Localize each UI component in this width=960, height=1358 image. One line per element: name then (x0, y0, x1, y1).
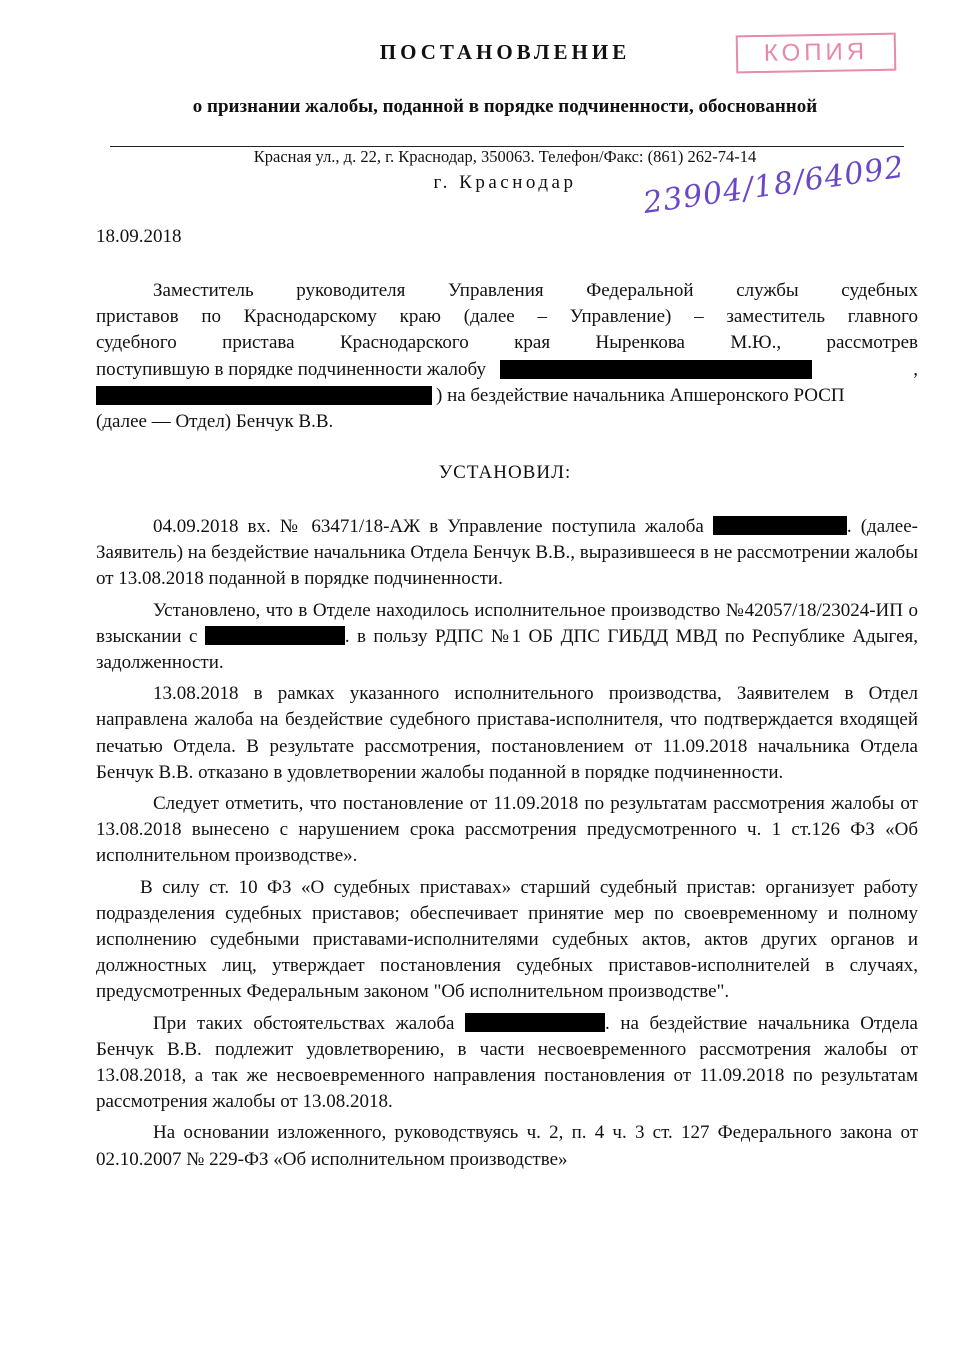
paragraph-1 (96, 514, 918, 593)
office-address: Красная ул., д. 22, г. Краснодар, 350063. Телефон/Факс: (861) 262-74-14 (253, 147, 757, 166)
paragraph-3: 13.08.2018 в рамках указанного исполнительного производства, Заявителем в Отдел направлена жалоба на бездействие судебного пристава-исполнителя, что подтверждается входящей печатью Отдела. В результате рассмотрения, постановлением от 11.09.2018 начальника Отдела Бенчук В.В. отказано в удовлетворении жалобы поданной в порядке подчиненности. (96, 683, 918, 783)
document-title: ПОСТАНОВЛЕНИЕ (379, 40, 631, 64)
redaction-block (465, 1013, 605, 1032)
paragraph-1-rest: (далее-Заявитель) на бездействие начальника Отдела Бенчук В.В., выразившееся в не рассмотрении жалобы от 13.08.2018 поданной в порядке подчиненности. (96, 516, 919, 590)
paragraph-5: В силу ст. 10 ФЗ «О судебных приставах» старший судебный пристав: организует работу подразделения судебных приставов; обеспечивает принятие мер по своевременному и полному исполнению судебными приставами-исполнителями судебных актов, актов других органов и должностных лиц, утверждает постановления судебных приставов-исполнителей в случаях, предусмотренных Федеральным законом "Об исполнительном производстве". (96, 876, 918, 1003)
document-date: 18.09.2018 (96, 226, 182, 247)
paragraph-6 (96, 1011, 918, 1116)
document-subtitle: о признании жалобы, поданной в порядке подчиненности, обоснованной (192, 96, 818, 117)
paragraph-1-start: 04.09.2018 вх. № 63471/18-АЖ в Управление поступила жалоба (153, 516, 704, 537)
redaction-block (713, 516, 847, 535)
section-heading: УСТАНОВИЛ: (438, 462, 572, 483)
redaction-block (96, 386, 432, 405)
handwritten-registration-number: 23904/18/64092 (641, 149, 907, 221)
paragraph-6-start: При таких обстоятельствах жалоба (153, 1012, 455, 1034)
intro-line-5-text: ) на бездействие начальника Апшеронского РОСП (436, 384, 845, 406)
findings-body (96, 514, 918, 1173)
paragraph-2-end: . в пользу РДПС №1 ОБ ДПС ГИБДД МВД по Республике Адыгея, задолженности. (96, 625, 919, 674)
intro-line-4 (96, 357, 918, 383)
paragraph-4: Следует отметить, что постановление от 11.09.2018 по результатам рассмотрения жалобы от 13.08.2018 вынесено с нарушением срока рассмотрения предусмотренного ч. 1 ст.126 ФЗ «Об исполнительном производстве». (96, 793, 918, 867)
redaction-block (205, 626, 345, 645)
redaction-block (500, 360, 812, 379)
intro-line-5 (96, 383, 918, 409)
paragraph-1-end: . (846, 516, 852, 537)
intro-line-6: (далее — Отдел) Бенчук В.В. (96, 411, 334, 433)
intro-line-3: судебного пристава Краснодарского края Ныренкова М.Ю., рассмотрев (96, 332, 918, 354)
intro-line-4-text: поступившую в порядке подчиненности жалобу (96, 358, 486, 380)
paragraph-6-end: . на бездействие начальника Отдела Бенчук В.В. подлежит удовлетворению, в части несвоевременного рассмотрения жалобы от 13.08.2018, а так же несвоевременного направления постановления от 11.09.2018 по результатам рассмотрения жалобы от 13.08.2018. (96, 1012, 918, 1113)
intro-line-2: приставов по Краснодарскому краю (далее – Управление) – заместитель главного (96, 306, 918, 328)
city-line: г. Краснодар (433, 172, 577, 193)
copy-stamp: КОПИЯ (736, 33, 897, 74)
intro-line-1: Заместитель руководителя Управления Федеральной службы судебных (153, 280, 918, 301)
paragraph-2-start: Установлено, что в Отделе находилось исполнительное производство №42057/18/23024-ИП о взыскании с (96, 599, 918, 647)
paragraph-7: На основании изложенного, руководствуясь ч. 2, п. 4 ч. 3 ст. 127 Федерального закона от 02.10.2007 № 229-ФЗ «Об исполнительном производстве» (96, 1122, 918, 1170)
intro-line-4-comma: , (913, 358, 918, 380)
paragraph-2 (96, 598, 918, 677)
intro-paragraph (96, 278, 918, 435)
